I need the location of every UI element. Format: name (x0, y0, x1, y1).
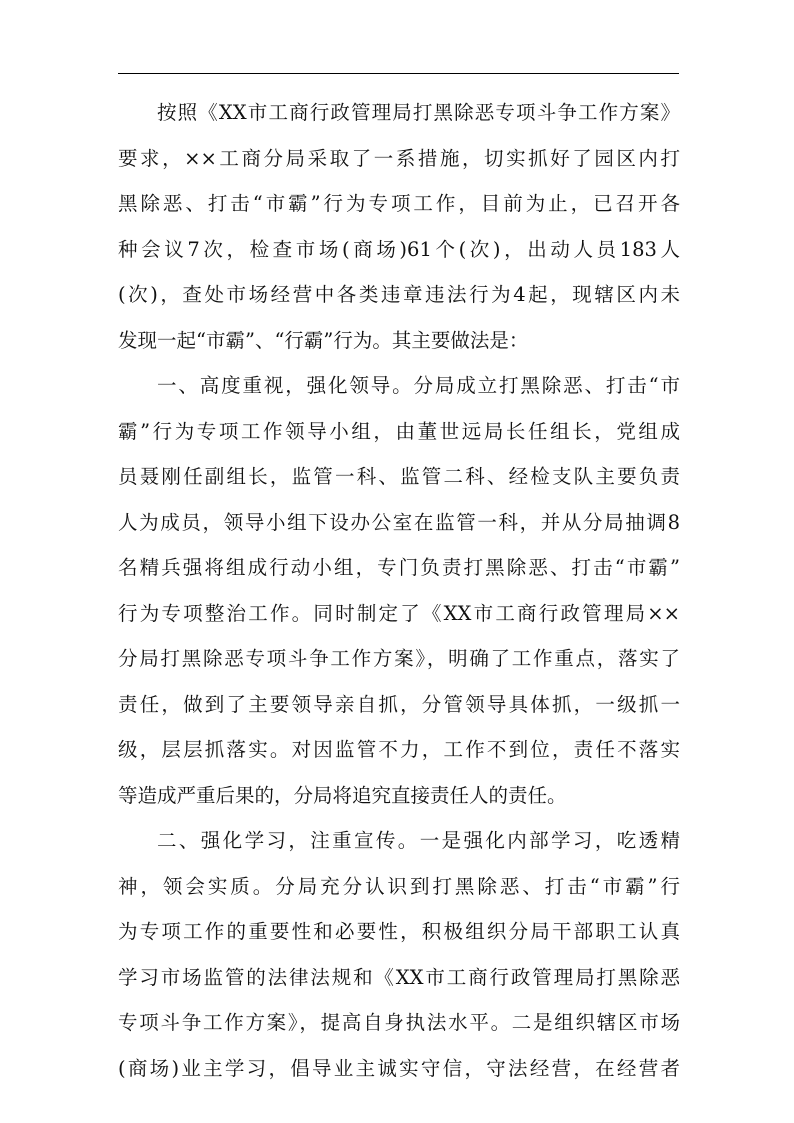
text-line: 黑除恶、打击“市霸”行为专项工作，目前为止，已召开各 (118, 192, 680, 215)
paragraph-1 (118, 90, 680, 363)
text-line: 专项斗争工作方案》，提高自身执法水平。二是组织辖区市场 (118, 1011, 680, 1034)
text-line: 人为成员，领导小组下设办公室在监管一科，并从分局抽调8 (118, 510, 680, 534)
text-line: 霸”行为专项工作领导小组，由董世远局长任组长，党组成 (118, 419, 680, 443)
paragraph-2 (118, 363, 680, 818)
text-line: 行为专项整治工作。同时制定了《XX市工商行政管理局×× (118, 601, 680, 625)
text-line: 二、强化学习，注重宣传。一是强化内部学习，吃透精 (157, 829, 680, 852)
text-line: (次)，查处市场经营中各类违章违法行为4起，现辖区内未 (118, 283, 680, 306)
header-rule (118, 73, 679, 74)
text-line: 神，领会实质。分局充分认识到打黑除恶、打击“市霸”行 (118, 874, 680, 898)
text-line: 要求，××工商分局采取了一系措施，切实抓好了园区内打 (118, 146, 680, 170)
text-line: 一、高度重视，强化领导。分局成立打黑除恶、打击“市 (157, 374, 680, 397)
text-line: 种会议7次，检查市场(商场)61个(次)，出动人员183人 (118, 237, 680, 261)
text-line: 等造成严重后果的，分局将追究直接责任人的责任。 (118, 783, 567, 807)
text-line: 发现一起“市霸”、“行霸”行为。其主要做法是： (118, 328, 529, 352)
text-line: 学习市场监管的法律法规和《XX市工商行政管理局打黑除恶 (118, 965, 680, 989)
text-line: 员聂刚任副组长，监管一科、监管二科、经检支队主要负责 (118, 465, 680, 488)
text-line: 分局打黑除恶专项斗争工作方案》，明确了工作重点，落实了 (118, 647, 680, 670)
text-line: 名精兵强将组成行动小组，专门负责打黑除恶、打击“市霸” (118, 556, 680, 579)
text-line: 责任，做到了主要领导亲自抓，分管领导具体抓，一级抓一 (118, 692, 680, 716)
text-line: 级，层层抓落实。对因监管不力，工作不到位，责任不落实 (118, 738, 680, 761)
text-line: 按照《XX市工商行政管理局打黑除恶专项斗争工作方案》 (157, 101, 680, 124)
text-line: (商场)业主学习，倡导业主诚实守信，守法经营，在经营者 (118, 1056, 680, 1080)
paragraph-3 (118, 818, 680, 1091)
text-line: 为专项工作的重要性和必要性，积极组织分局干部职工认真 (118, 920, 680, 943)
body-text (118, 90, 680, 1091)
